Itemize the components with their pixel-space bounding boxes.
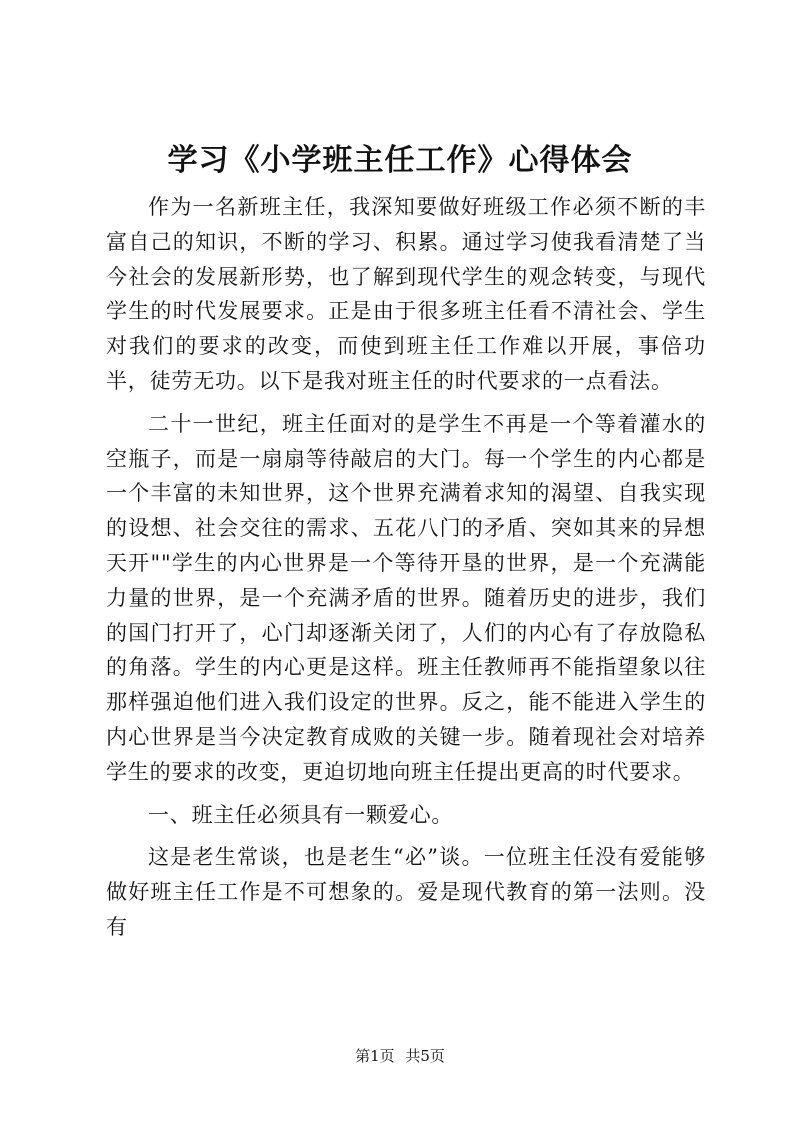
document-title: 学习《小学班主任工作》心得体会: [167, 143, 633, 178]
page-number: 第1页: [355, 1047, 395, 1065]
section-heading: 一、班主任必须具有一颗爱心。: [148, 802, 454, 827]
page-total: 共5页: [405, 1047, 445, 1065]
paragraph: 二十一世纪，班主任面对的是学生不再是一个等着灌水的空瓶子，而是一扇扇等待敲启的大门。每一个学生的内心都是一个丰富的未知世界，这个世界充满着求知的渴望、自我实现的设想、社会交往的需求、五花八门的矛盾、突如其来的异想天开""学生的内心世界是一个等待开垦的世界，是一个充满能力量的世界，是一个充满矛盾的世界。随着历史的进步，我们的国门打开了，心门却逐渐关闭了，人们的内心有了存放隐私的角落。学生的内心更是这样。班主任教师再不能指望象以往那样强迫他们进入我们设定的世界。反之，能不能进入学生的内心世界是当今决定教育成败的关键一步。随着现社会对培养学生的要求的改变，更迫切地向班主任提出更高的时代要求。: [106, 411, 706, 784]
page-footer: [0, 1046, 800, 1066]
paragraph: 这是老生常谈，也是老生“必”谈。一位班主任没有爱能够做好班主任工作是不可想象的。爱是现代教育的第一法则。没有: [106, 845, 706, 939]
document-body: [106, 190, 706, 945]
paragraph: 作为一名新班主任，我深知要做好班级工作必须不断的丰富自己的知识，不断的学习、积累。通过学习使我看清楚了当今社会的发展新形势，也了解到现代学生的观念转变，与现代学生的时代发展要求。正是由于很多班主任看不清社会、学生对我们的要求的改变，而使到班主任工作难以开展，事倍功半，徒劳无功。以下是我对班主任的时代要求的一点看法。: [106, 195, 706, 393]
